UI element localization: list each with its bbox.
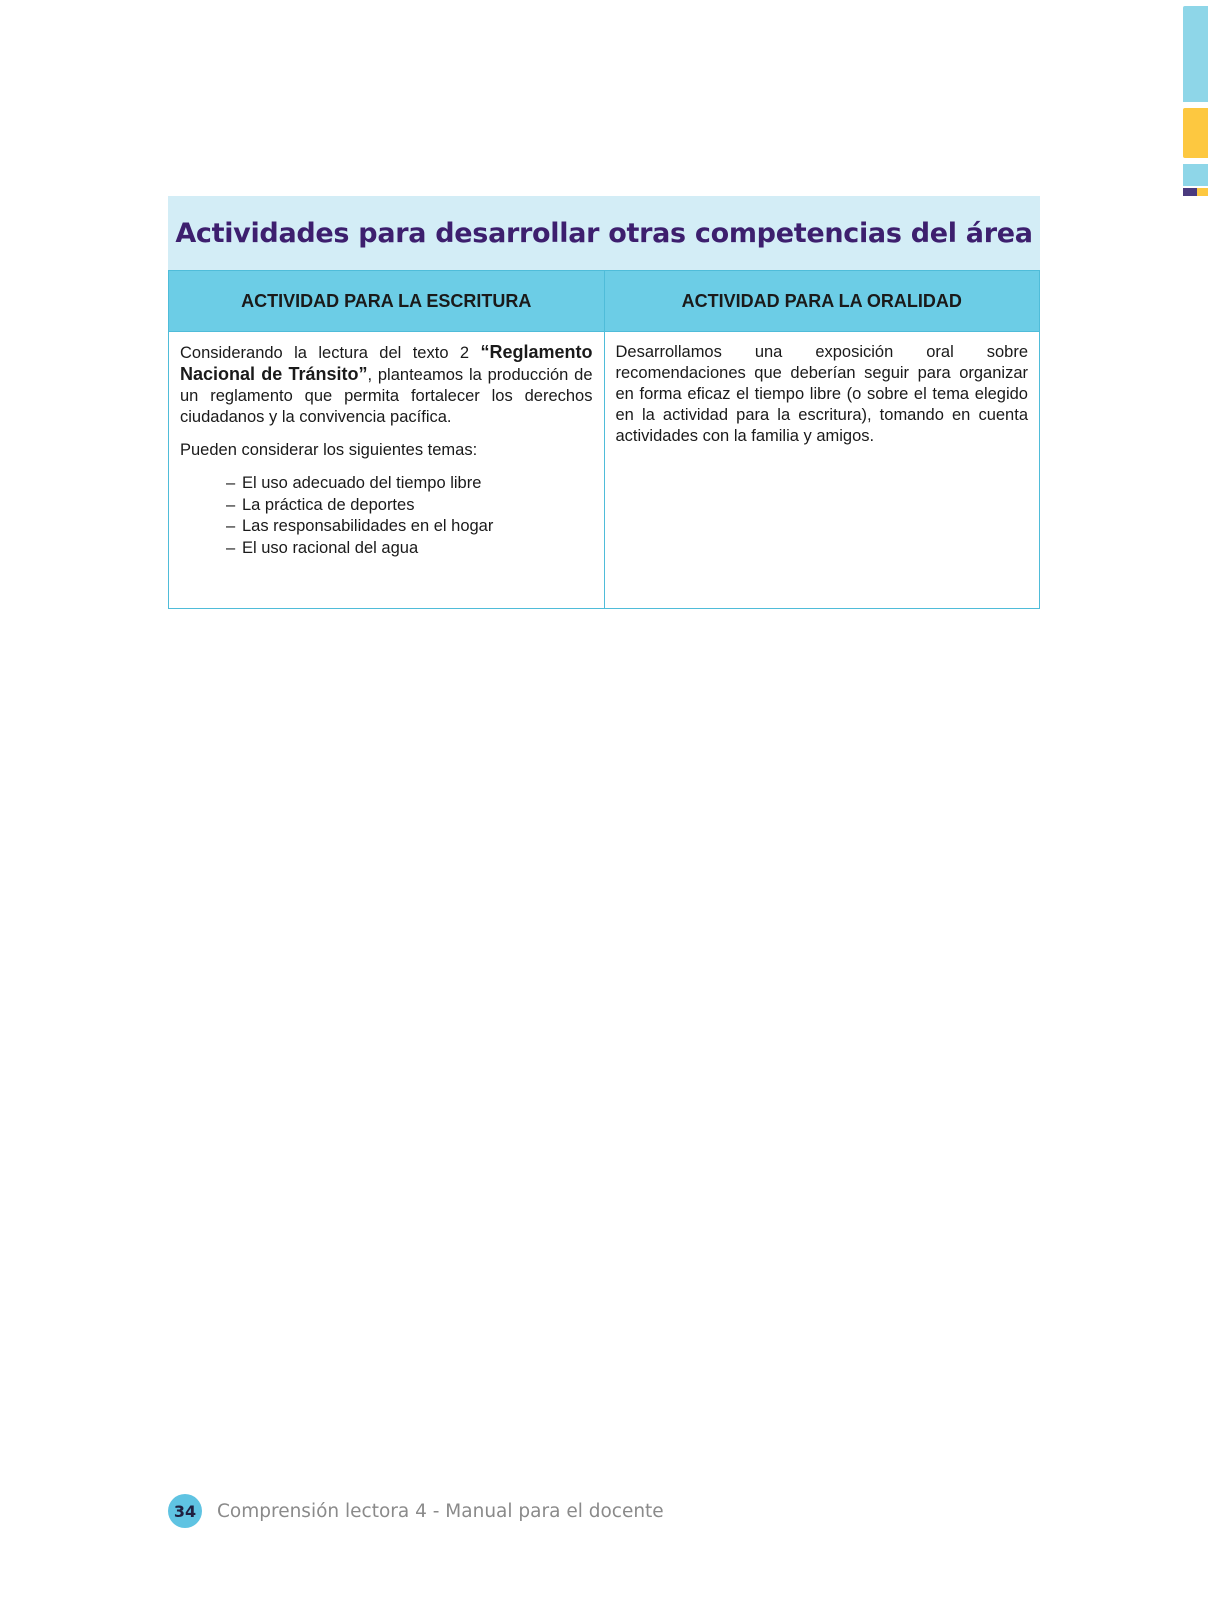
orality-text: Desarrollamos una exposición oral sobre recomendaciones que deberían seguir para organizar en forma eficaz el tiempo libre (o sobre el tema elegido en la actividad para la escritura), tomando en cuenta actividades con la familia y amigos. [615,343,1028,445]
dash-bullet: – [226,474,236,492]
list-item [226,516,593,538]
dash-bullet: – [226,538,236,557]
list-item [226,495,593,517]
topic-text: Las responsabilidades en el hogar [242,517,494,535]
text-title-bold: “Reglamento Nacional de Tránsito” [180,342,593,384]
dash-bullet: – [226,495,236,514]
edge-tab-blue-lower [1183,164,1208,186]
edge-strip-yellow [1197,188,1208,196]
activities-box [168,196,1040,609]
list-item [226,473,593,495]
footer-title: Comprensión lectora 4 - Manual para el docente [217,1500,664,1522]
topic-text: El uso adecuado del tiempo libre [242,474,482,492]
topic-text: La práctica de deportes [242,495,415,514]
writing-intro-end: , planteamos la producción de un reglamento que permita fortalecer los derechos ciudadanos y la convivencia pacífica. [180,366,593,426]
header-orality: ACTIVIDAD PARA LA ORALIDAD [604,271,1040,332]
list-item [226,538,593,560]
topics-intro: Pueden considerar los siguientes temas: [180,441,478,459]
title-band [168,196,1040,270]
edge-strip-purple [1183,188,1197,196]
table-row [169,332,1040,609]
page-number: 34 [168,1494,202,1528]
activities-table [168,270,1040,609]
edge-tab-blue [1183,6,1208,102]
dash-bullet: – [226,517,236,535]
writing-intro [180,342,593,428]
writing-intro-start: Considerando la lectura del texto 2 [180,344,481,362]
edge-tab-yellow [1183,108,1208,158]
topics-list [180,473,593,559]
section-title: Actividades para desarrollar otras competencias del área [175,217,1033,249]
writing-cell [169,332,605,609]
orality-cell [604,332,1040,609]
page-footer [168,1494,664,1528]
table-header-row [169,271,1040,332]
header-writing: ACTIVIDAD PARA LA ESCRITURA [169,271,605,332]
topic-text: El uso racional del agua [242,538,419,557]
